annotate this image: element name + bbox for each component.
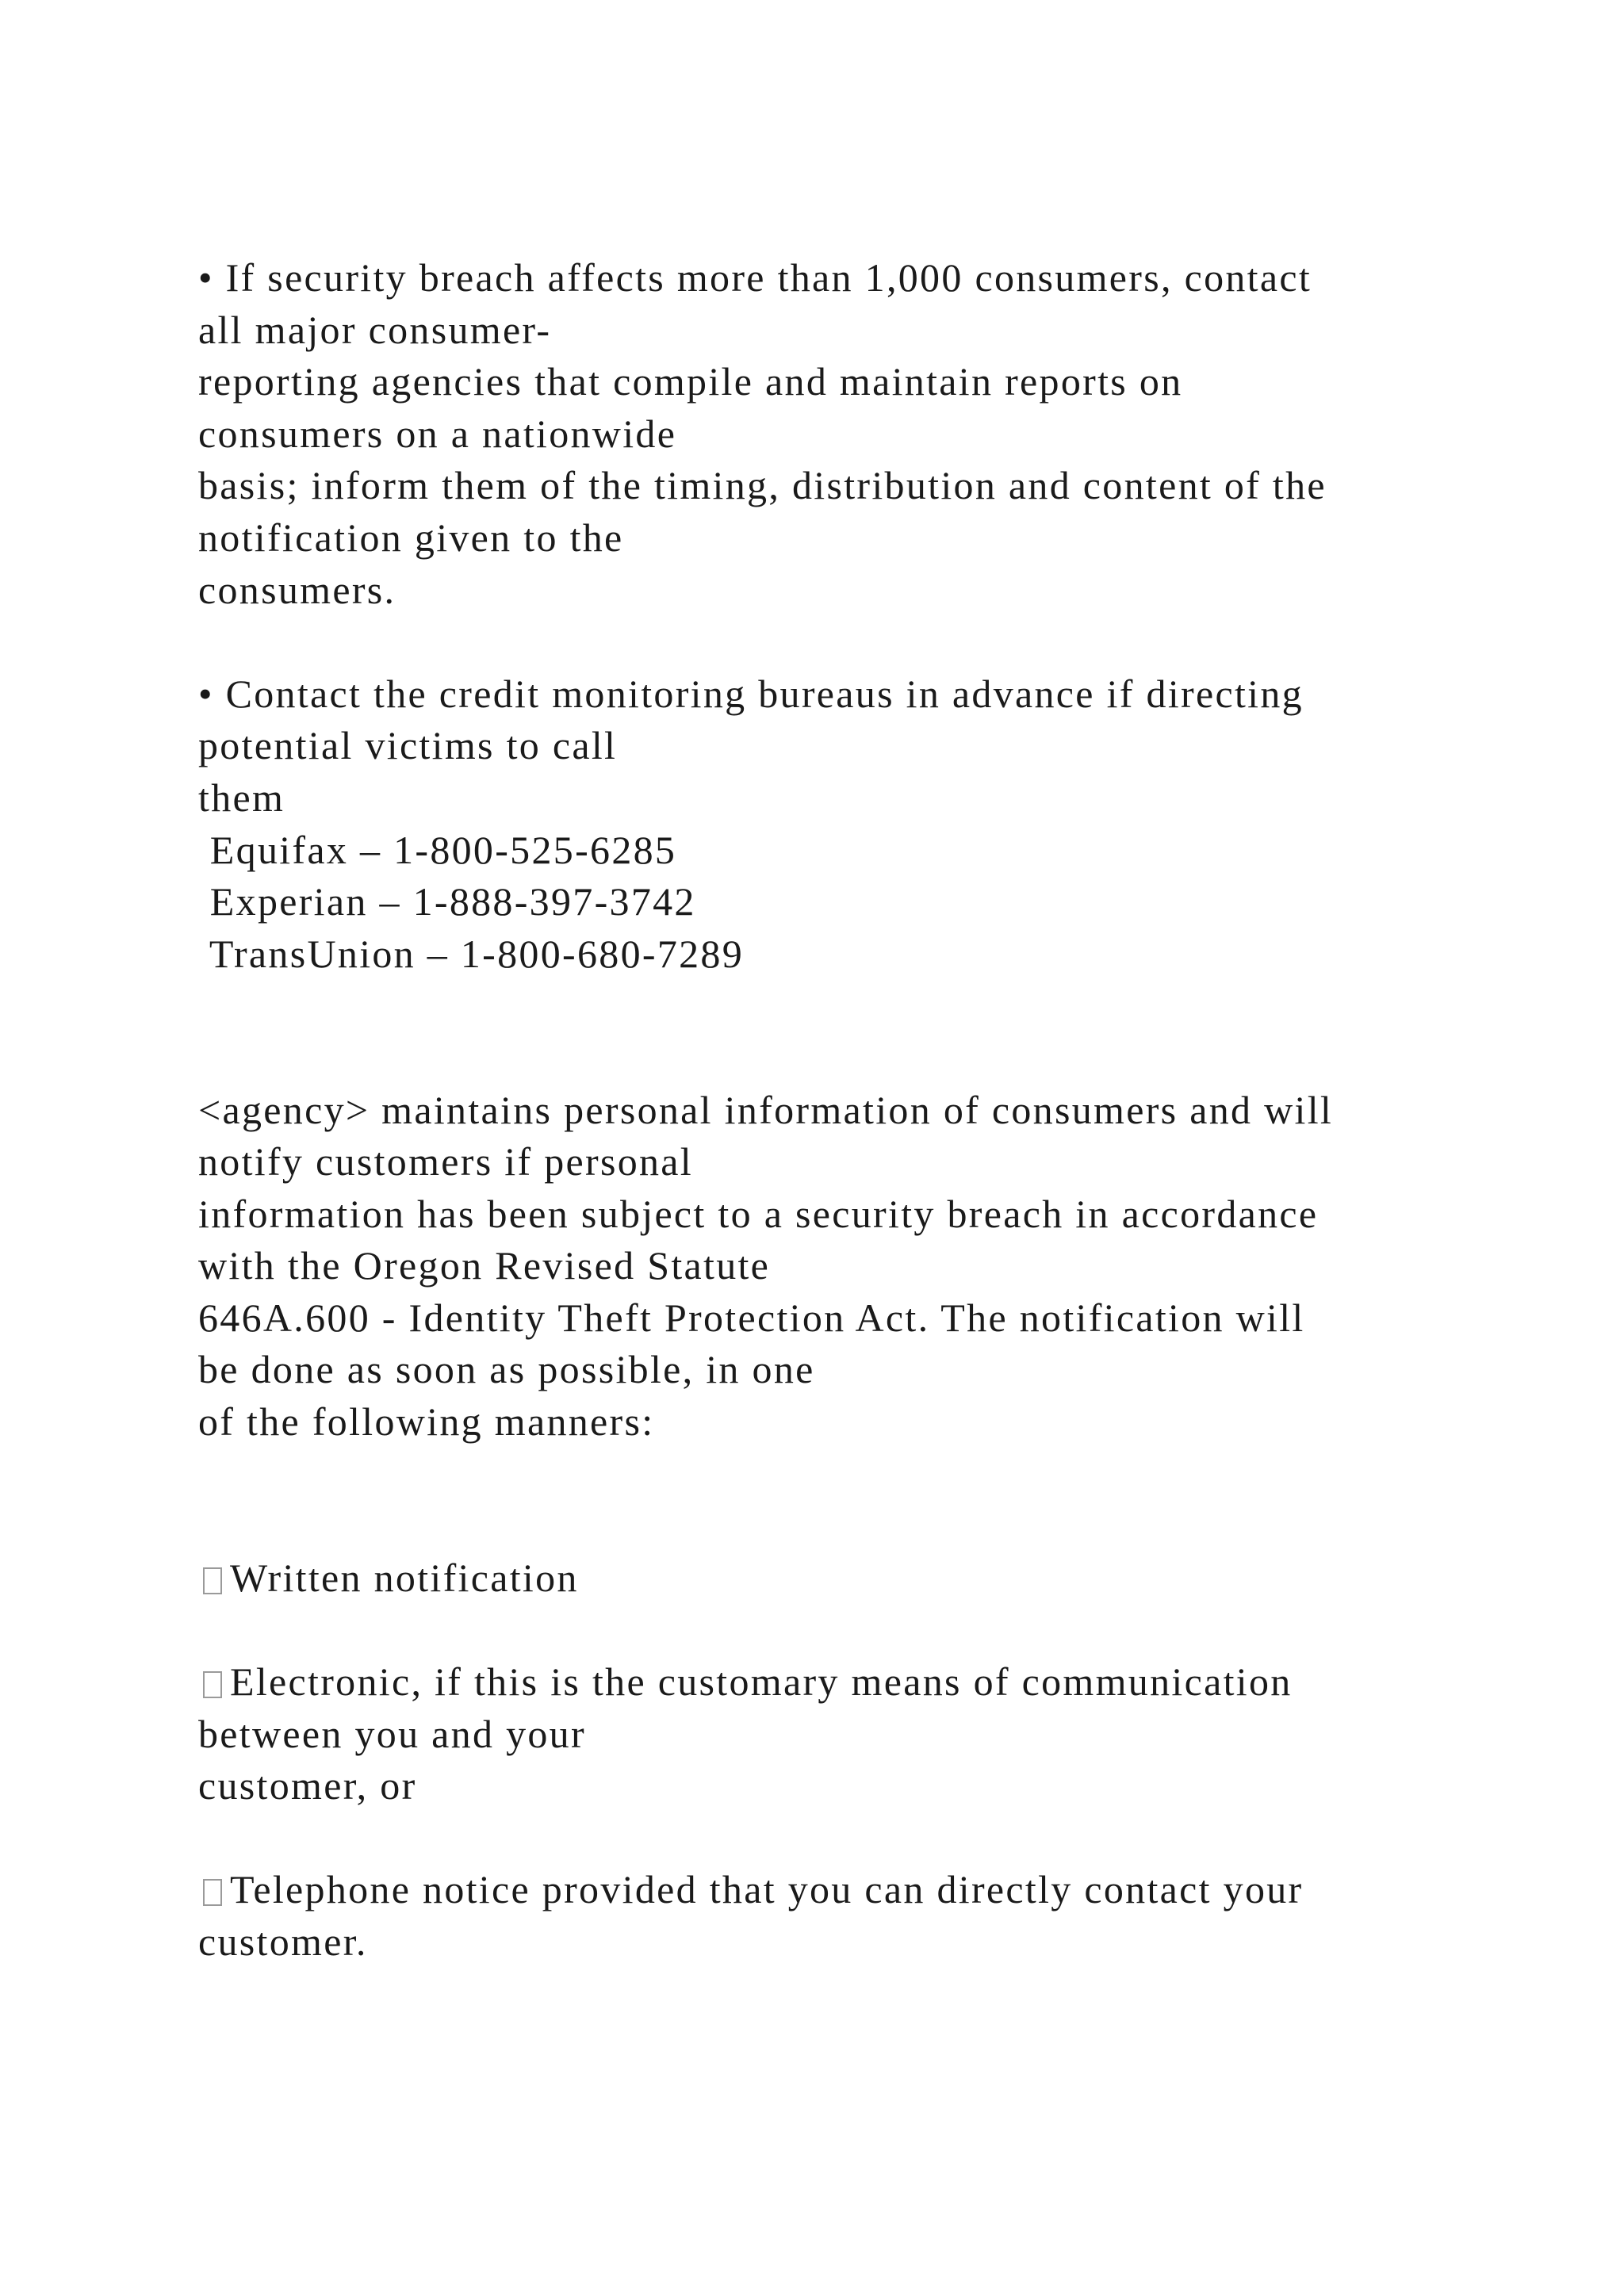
option-text: Telephone notice provided that you can directly contact your <box>230 1867 1304 1912</box>
missing-glyph-icon <box>203 1671 222 1698</box>
option-line <box>198 1864 1467 1916</box>
paragraph-spacer <box>198 1812 1467 1865</box>
bureau-experian: Experian – 1-888-397-3742 <box>198 879 696 924</box>
option-telephone-notice <box>198 1864 1467 1968</box>
text-line: 646A.600 - Identity Theft Protection Act. The notification will <box>198 1295 1305 1340</box>
bureau-transunion: TransUnion – 1-800-680-7289 <box>198 931 745 976</box>
option-text: Written notification <box>230 1555 579 1600</box>
option-electronic-notification <box>198 1656 1467 1812</box>
text-line: all major consumer- <box>198 307 552 352</box>
paragraph-credit-bureaus <box>198 668 1467 981</box>
paragraph-agency-notification <box>198 1085 1467 1448</box>
text-line: of the following manners: <box>198 1399 655 1445</box>
text-line: between you and your <box>198 1711 586 1756</box>
text-line: them <box>198 775 285 820</box>
document-body <box>198 252 1467 1969</box>
text-line: reporting agencies that compile and maintain reports on <box>198 359 1183 404</box>
text-line: potential victims to call <box>198 723 618 768</box>
text-line: consumers. <box>198 567 396 612</box>
text-line: basis; inform them of the timing, distribution and content of the <box>198 463 1327 508</box>
text-line: • Contact the credit monitoring bureaus in advance if directing <box>198 671 1304 716</box>
paragraph-spacer <box>198 1604 1467 1656</box>
option-written-notification <box>198 1552 1467 1605</box>
bureau-equifax: Equifax – 1-800-525-6285 <box>198 827 677 872</box>
text-line: <agency> maintains personal information of consumers and will <box>198 1087 1334 1132</box>
option-text: Electronic, if this is the customary means of communication <box>230 1659 1293 1705</box>
text-line: customer, or <box>198 1763 417 1808</box>
text-line: information has been subject to a security breach in accordance <box>198 1191 1319 1236</box>
paragraph-spacer <box>198 980 1467 1084</box>
option-line <box>198 1552 1467 1605</box>
missing-glyph-icon <box>203 1879 222 1906</box>
text-line: customer. <box>198 1919 368 1964</box>
text-line: notify customers if personal <box>198 1139 693 1184</box>
option-line <box>198 1656 1467 1709</box>
text-line: with the Oregon Revised Statute <box>198 1243 771 1288</box>
paragraph-spacer <box>198 1448 1467 1552</box>
paragraph-spacer <box>198 616 1467 668</box>
paragraph-consumer-reporting-agencies <box>198 252 1467 616</box>
text-line: • If security breach affects more than 1,000 consumers, contact <box>198 255 1312 300</box>
text-line: notification given to the <box>198 515 624 560</box>
text-line: be done as soon as possible, in one <box>198 1347 815 1392</box>
text-line: consumers on a nationwide <box>198 411 677 456</box>
missing-glyph-icon <box>203 1567 222 1594</box>
